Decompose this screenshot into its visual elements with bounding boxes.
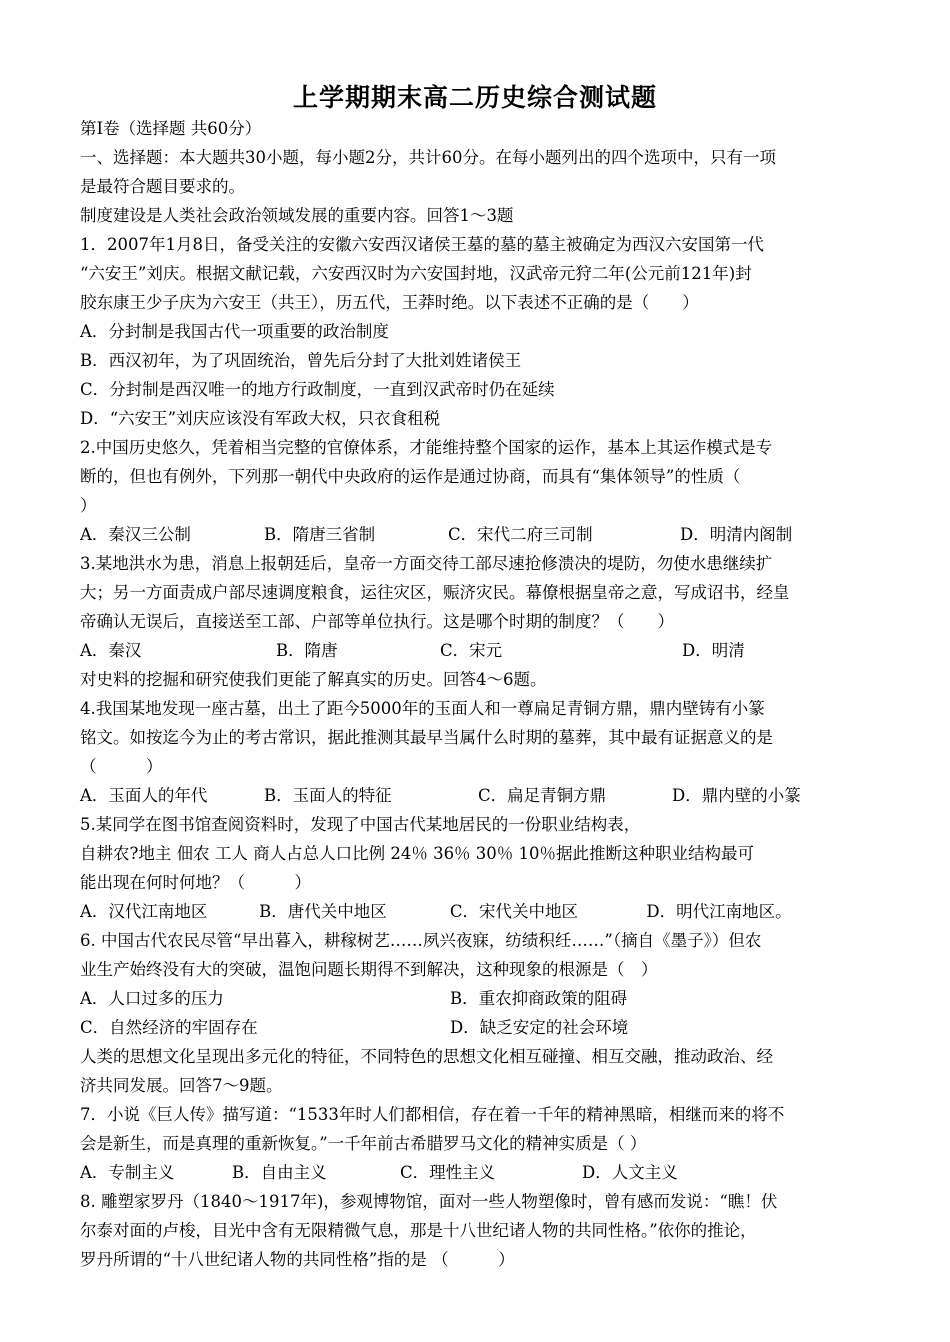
option-item: C．宋代二府三司制 bbox=[448, 525, 593, 544]
text-line: B．西汉初年，为了巩固统治，曾先后分封了大批刘姓诸侯王 bbox=[80, 351, 522, 370]
option-item: D．明清内阁制 bbox=[680, 525, 793, 544]
text-line: 一、选择题：本大题共30小题，每小题2分，共计60分。在每小题列出的四个选项中，只有一项 bbox=[80, 148, 776, 167]
text-line: 对史料的挖掘和研究使我们更能了解真实的历史。回答4～6题。 bbox=[80, 670, 547, 689]
option-item: B．自由主义 bbox=[232, 1163, 327, 1182]
option-item: A．人口过多的压力 bbox=[80, 989, 224, 1008]
text-line: 帝确认无误后，直接送至工部、户部等单位执行。这是哪个时期的制度？（ ） bbox=[80, 612, 674, 631]
text-line: ） bbox=[80, 496, 97, 515]
text-line: 人类的思想文化呈现出多元化的特征，不同特色的思想文化相互碰撞、相互交融，推动政治、经 bbox=[80, 1047, 773, 1066]
text-line: 罗丹所谓的“十八世纪诸人物的共同性格”指的是 （ ） bbox=[80, 1250, 515, 1269]
exam-content bbox=[80, 114, 880, 1274]
option-item: B．玉面人的特征 bbox=[264, 786, 392, 805]
text-line: A．分封制是我国古代一项重要的政治制度 bbox=[80, 322, 389, 341]
text-line: 大；另一方面责成户部尽速调度粮食，运往灾区，赈济灾民。幕僚根据皇帝之意，写成诏书，经皇 bbox=[80, 583, 790, 602]
option-row bbox=[80, 781, 880, 810]
text-line: 2.中国历史悠久，凭着相当完整的官僚体系，才能维持整个国家的运作，基本上其运作模式是专 bbox=[80, 438, 773, 457]
option-item: B．唐代关中地区 bbox=[259, 902, 387, 921]
text-line: 制度建设是人类社会政治领域发展的重要内容。回答1～3题 bbox=[80, 206, 514, 225]
text-line: D．“六安王”刘庆应该没有军政大权，只衣食租税 bbox=[80, 409, 441, 428]
option-item: A．秦汉三公制 bbox=[80, 525, 191, 544]
option-item: B．隋唐 bbox=[276, 641, 338, 660]
option-item: D．明清 bbox=[682, 641, 745, 660]
text-line: 济共同发展。回答7～9题。 bbox=[80, 1076, 283, 1095]
option-item: A．玉面人的年代 bbox=[80, 786, 208, 805]
option-row bbox=[80, 1013, 880, 1042]
option-item: C．宋元 bbox=[440, 641, 503, 660]
text-line: 6. 中国古代农民尽管“早出暮入，耕稼树艺……夙兴夜寐，纺绩积纴……”（摘自《墨子》）但农 bbox=[80, 931, 762, 950]
text-line: 3.某地洪水为患，消息上报朝廷后，皇帝一方面交待工部尽速抢修溃决的堤防，勿使水患继续扩 bbox=[80, 554, 773, 573]
option-item: A．秦汉 bbox=[80, 641, 142, 660]
option-item: B．隋唐三省制 bbox=[264, 525, 376, 544]
text-line: 能出现在何时何地？（ ） bbox=[80, 873, 311, 892]
option-row bbox=[80, 636, 880, 665]
option-item: C．扁足青铜方鼎 bbox=[478, 786, 607, 805]
option-item: D．人文主义 bbox=[582, 1163, 678, 1182]
text-line: 是最符合题目要求的。 bbox=[80, 177, 245, 196]
page-title: 上学期期末高二历史综合测试题 bbox=[292, 83, 657, 112]
text-line: C．分封制是西汉唯一的地方行政制度，一直到汉武帝时仍在延续 bbox=[80, 380, 555, 399]
text-line: 铭文。如按迄今为止的考古常识，据此推测其最早当属什么时期的墓葬，其中最有证据意义的是 bbox=[80, 728, 773, 747]
text-line: “六安王”刘庆。根据文献记载，六安西汉时为六安国封地，汉武帝元狩二年(公元前121年)封 bbox=[80, 264, 752, 283]
text-line: 第Ⅰ卷（选择题 共60分） bbox=[80, 119, 262, 138]
option-item: D．缺乏安定的社会环境 bbox=[450, 1018, 629, 1037]
option-item: D．鼎内壁的小篆 bbox=[672, 786, 801, 805]
text-line: 断的，但也有例外，下列那一朝代中央政府的运作是通过协商，而具有“集体领导”的性质（ bbox=[80, 467, 741, 486]
option-item: C．理性主义 bbox=[400, 1163, 496, 1182]
text-line: 1．2007年1月8日，备受关注的安徽六安西汉诸侯王墓的墓的墓主被确定为西汉六安国第一代 bbox=[80, 235, 764, 254]
option-item: A．专制主义 bbox=[80, 1163, 175, 1182]
option-item: D．明代江南地区。 bbox=[646, 902, 792, 921]
text-line: 7．小说《巨人传》描写道：“1533年时人们都相信，存在着一千年的精神黑暗，相继而来的将不 bbox=[80, 1105, 785, 1124]
text-line: （ ） bbox=[80, 757, 163, 776]
option-item: A．汉代江南地区 bbox=[80, 902, 208, 921]
text-line: 业生产始终没有大的突破，温饱问题长期得不到解决，这种现象的根源是（ ） bbox=[80, 960, 658, 979]
text-line: 自耕农?地主 佃农 工人 商人占总人口比例 24％ 36％ 30％ 10％据此推断这种职业结构最可 bbox=[80, 844, 755, 863]
option-row bbox=[80, 897, 880, 926]
text-line: 5.某同学在图书馆查阅资料时，发现了中国古代某地居民的一份职业结构表， bbox=[80, 815, 641, 834]
text-line: 胶东康王少子庆为六安王（共王），历五代，王莽时绝。以下表述不正确的是（ ） bbox=[80, 293, 699, 312]
text-line: 8. 雕塑家罗丹（1840～1917年)，参观博物馆，面对一些人物塑像时，曾有感而发说：“瞧！伏 bbox=[80, 1192, 778, 1211]
option-item: C．宋代关中地区 bbox=[449, 902, 578, 921]
option-row bbox=[80, 1158, 880, 1187]
option-item: C．自然经济的牢固存在 bbox=[80, 1018, 258, 1037]
text-line: 尔泰对面的卢梭，目光中含有无限精微气息，那是十八世纪诸人物的共同性格。”依你的推论， bbox=[80, 1221, 757, 1240]
option-row bbox=[80, 520, 880, 549]
text-line: 会是新生，而是真理的重新恢复。”一千年前古希腊罗马文化的精神实质是（ ） bbox=[80, 1134, 647, 1153]
option-item: B．重农抑商政策的阻碍 bbox=[450, 989, 628, 1008]
text-line: 4.我国某地发现一座古墓，出土了距今5000年的玉面人和一尊扁足青铜方鼎，鼎内壁铸有小篆 bbox=[80, 699, 765, 718]
option-row bbox=[80, 984, 880, 1013]
